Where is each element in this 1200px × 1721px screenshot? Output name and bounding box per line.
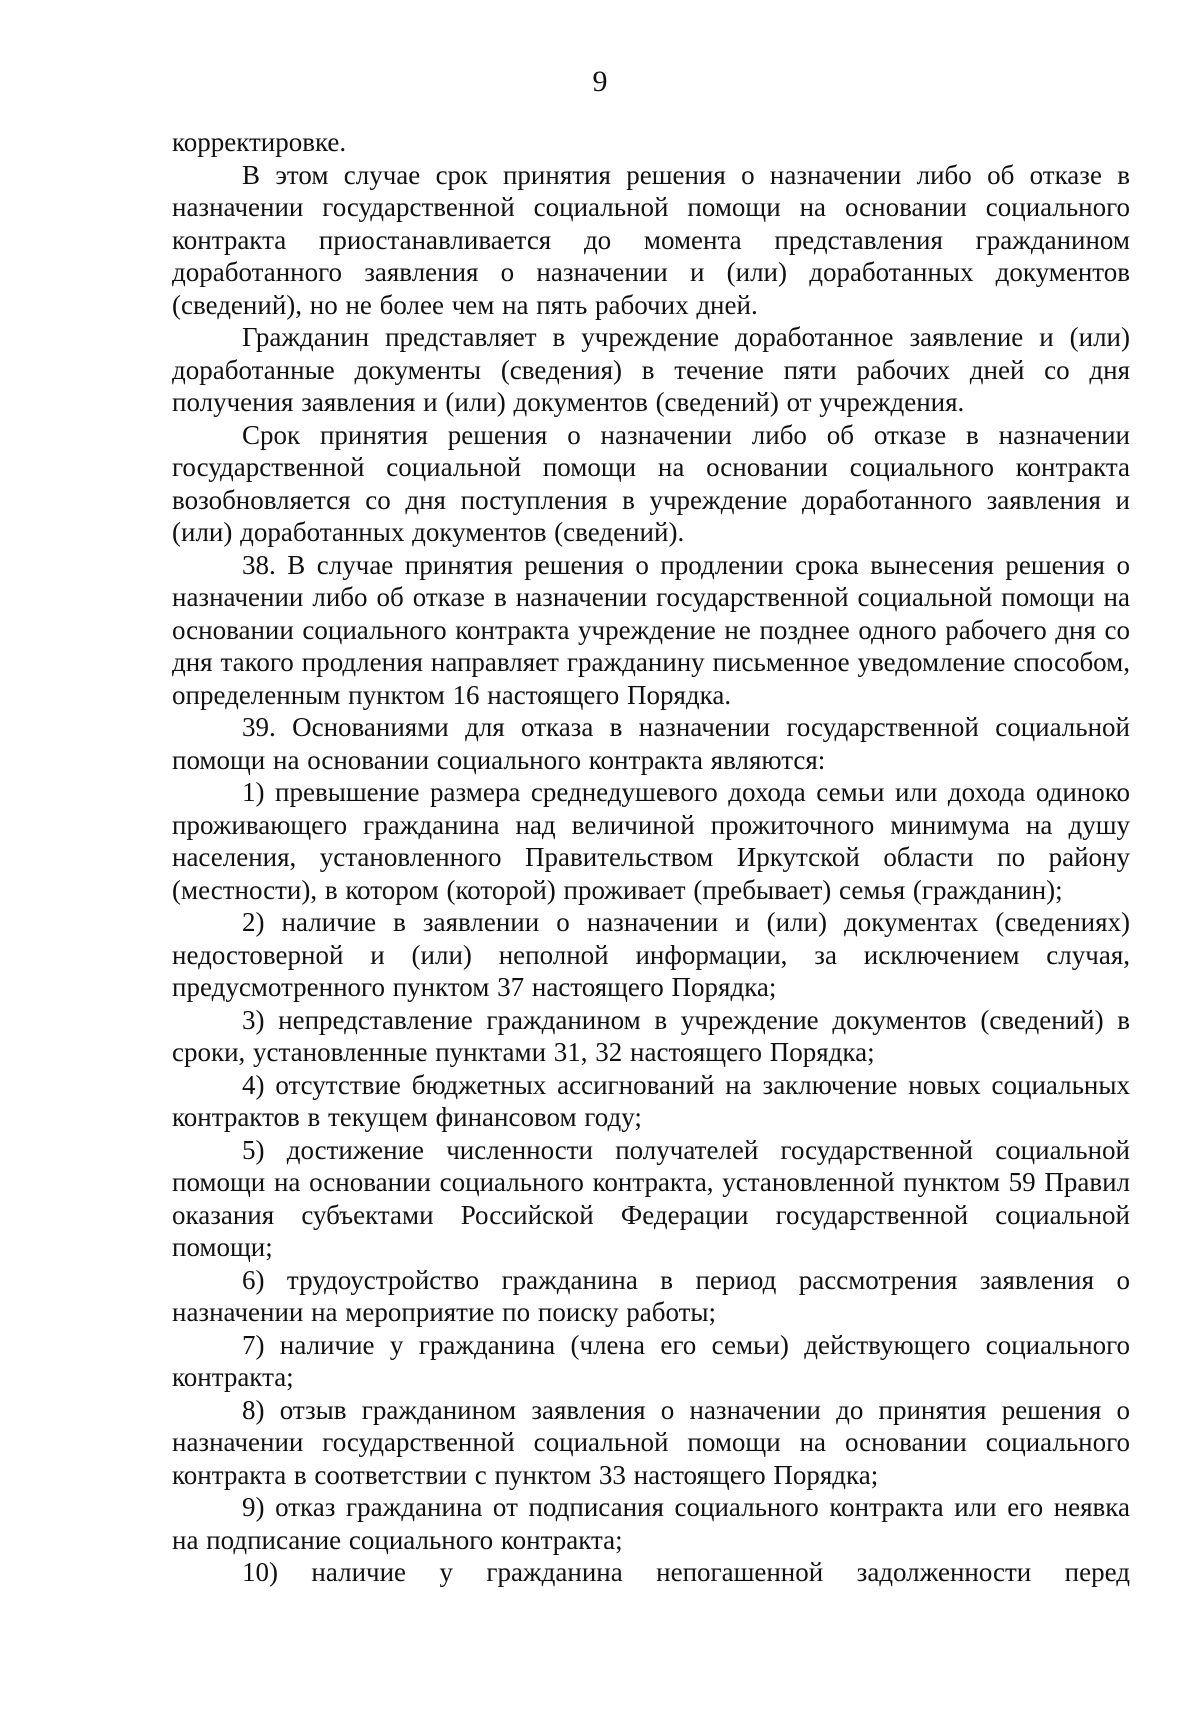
paragraph: В этом случае срок принятия решения о назначении либо об отказе в назначении государственной социальной помощи на основании социального контракта приостанавливается до момента представления гражданином доработанного заявления о назначении и (или) доработанных документов (сведений), но не более чем на пять рабочих дней. xyxy=(172,159,1130,320)
list-item: 6) трудоустройство гражданина в период рассмотрения заявления о назначении на мероприятие по поиску работы; xyxy=(172,1264,1130,1327)
paragraph: 38. В случае принятия решения о продлении срока вынесения решения о назначении либо об отказе в назначении государственной социальной помощи на основании социального контракта учреждение не позднее одного рабочего дня со дня такого продления направляет гражданину письменное уведомление способом, определенным пунктом 16 настоящего Порядка. xyxy=(172,549,1130,710)
list-item: 8) отзыв гражданином заявления о назначении до принятия решения о назначении государственной социальной помощи на основании социального контракта в соответствии с пунктом 33 настоящего Порядка; xyxy=(172,1394,1130,1490)
paragraph: 39. Основаниями для отказа в назначении государственной социальной помощи на основании социального контракта являются: xyxy=(172,712,1130,775)
list-item: 5) достижение численности получателей государственной социальной помощи на основании социального контракта, установленной пунктом 59 Правил оказания субъектами Российской Федерации государственной социальной помощи; xyxy=(172,1134,1130,1262)
list-item: 7) наличие у гражданина (члена его семьи) действующего социального контракта; xyxy=(172,1329,1130,1392)
list-item: 3) непредставление гражданином в учреждение документов (сведений) в сроки, установленные пунктами 31, 32 настоящего Порядка; xyxy=(172,1004,1130,1067)
list-item: 10) наличие у гражданина непогашенной задолженности перед xyxy=(242,1557,1130,1587)
document-body xyxy=(172,126,1130,1589)
list-item: 1) превышение размера среднедушевого дохода семьи или дохода одиноко проживающего гражданина над величиной прожиточного минимума на душу населения, установленного Правительством Иркутской области по району (местности), в котором (которой) проживает (пребывает) семья (гражданин); xyxy=(172,777,1130,905)
paragraph: Срок принятия решения о назначении либо об отказе в назначении государственной социальной помощи на основании социального контракта возобновляется со дня поступления в учреждение доработанного заявления и (или) доработанных документов (сведений). xyxy=(172,419,1130,547)
list-item: 9) отказ гражданина от подписания социального контракта или его неявка на подписание социального контракта; xyxy=(172,1492,1130,1555)
paragraph: Гражданин представляет в учреждение доработанное заявление и (или) доработанные документы (сведения) в течение пяти рабочих дней со дня получения заявления и (или) документов (сведений) от учреждения. xyxy=(172,322,1130,417)
page-number: 9 xyxy=(592,65,608,98)
paragraph: корректировке. xyxy=(172,127,347,157)
list-item: 4) отсутствие бюджетных ассигнований на заключение новых социальных контрактов в текущем финансовом году; xyxy=(172,1069,1130,1132)
list-item: 2) наличие в заявлении о назначении и (или) документах (сведениях) недостоверной и (или) неполной информации, за исключением случая, предусмотренного пунктом 37 настоящего Порядка; xyxy=(172,907,1130,1002)
